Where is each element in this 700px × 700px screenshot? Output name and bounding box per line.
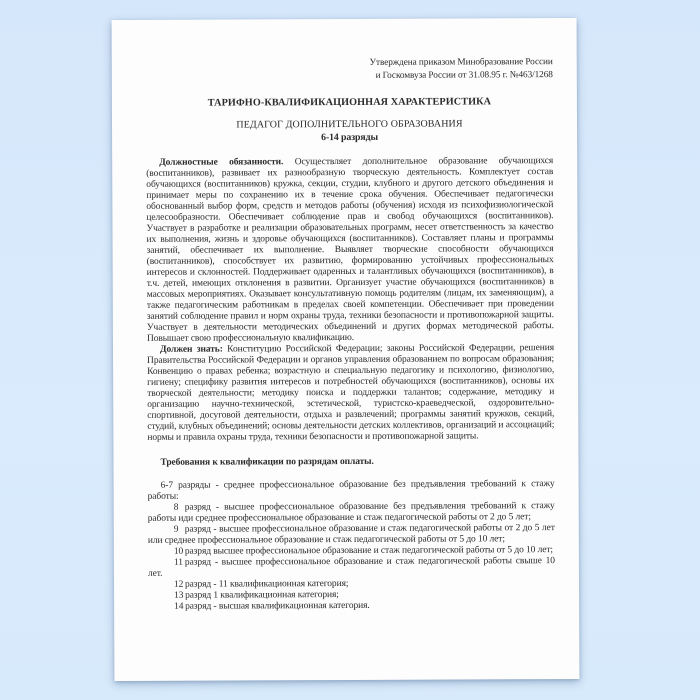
requirement-num: 11 [173,557,183,568]
requirement-num: 14 [174,601,184,612]
requirement-text: разряд - высшая квалификационная категория. [185,600,370,612]
grades-range: 6-14 разряды [321,131,379,144]
requirement-item-8 [148,501,555,525]
approval-line-1: Утверждена приказом Минобразование России [369,57,553,68]
requirement-text: разряд - 11 квалификационная категория; [185,578,349,590]
must-know-text: Конституцию Российской Федерации; законы Российской Федерации, решения Правительства Российской Федерации и органов управления образованием по вопросам образования; Конвенцию о правах ребенка; возрастную и специальную педагогику и психологию, физиологию, гигиену; специфику развития интересов и потребностей обучающихся (воспитанников), основы их творческой деятельности; методику поиска и поддержки талантов; содержание, методику и организацию научно-технической, эстетической, туристско-краеведческой, оздоровительно-спортивной, досуговой деятельности, отдыха и развлечений; программы занятий кружков, секций, студий, клубных объединений; основы деятельности детских коллективов, организаций и ассоциаций; нормы и правила охраны труда, техники безопасности и противопожарной защиты. [147,343,555,443]
requirements-list [148,479,556,613]
requirement-num: 8 [173,502,179,513]
document-content [146,56,555,613]
duties-text: Осуществляет дополнительное образование обучающихся (воспитанников), развивает их разнообразную творческую деятельность. Комплектует состав обучающихся (воспитанников) кружка, секции, студии, клубного и другого детского объединения и принимает меры по сохранению их в течение срока обучения. Обеспечивает педагогически обоснованный выбор форм, средств и методов работы (обучения) исходя из психофизиологической целесообразности. Обеспечивает соблюдение прав и свобод обучающихся (воспитанников). Участвует в разработке и реализации образовательных программ, несет ответственность за качество их выполнения, жизнь и здоровье обучающихся (воспитанников). Составляет планы и программы занятий, обеспечивает их выполнение. Выявляет творческие способности обучающихся (воспитанников), способствует их развитию, формированию устойчивых профессиональных интересов и склонностей. Поддерживает одаренных и талантливых обучающихся (воспитанников), в т.ч. детей, имеющих отклонения в развитии. Организует участие обучающихся (воспитанников) в массовых мероприятиях. Оказывает консультативную помощь родителям (лицам, их заменяющим), а также педагогическим работникам в пределах своей компетенции. Обеспечивает при проведении занятий соблюдение правил и норм охраны труда, техники безопасности и противопожарной защиты. Участвует в деятельности методических объединений и других формах методической работы. Повышает свою профессиональную квалификацию. [146,156,554,344]
requirement-item-11 [148,556,555,580]
document-subtitle: ПЕДАГОГ ДОПОЛНИТЕЛЬНОГО ОБРАЗОВАНИЯ [236,118,463,131]
requirement-item-6-7 [148,479,555,503]
must-know-paragraph [147,343,554,444]
qualification-heading: Требования к квалификации по разрядам оплаты. [160,456,374,468]
requirement-num: 12 [174,579,184,590]
requirement-text: разряд - высшее профессиональное образование и стаж педагогической работы от 2 до 5 лет или среднее профессиональное образование и стаж педагогической работы от 5 до 10 лет; [147,523,555,546]
approval-note [146,56,553,84]
requirement-num: 10 [173,546,184,557]
requirement-text: разряд 1 квалификационная категория; [185,590,339,601]
document-title: ТАРИФНО-КВАЛИФИКАЦИОННАЯ ХАРАКТЕРИСТИКА [207,96,492,109]
requirement-text: разряд - высшее профессиональное образование и стаж педагогической работы свыше 10 лет. [147,556,555,579]
duties-paragraph [146,156,554,345]
requirement-text: разряд высшее профессиональное образование и стаж педагогической работы от 5 до 10 лет; [184,545,553,557]
requirement-text: разряд - высшее профессиональное образование без предъявления требований к стажу работы иди среднее профессиональное образование и стаж педагогической работы от 2 до 5 лет; [147,501,555,524]
requirement-text: 6-7 разряды - среднее профессиональное образование без предъявления требований к стажу работы: [147,479,555,502]
duties-lead: Должностные обязанности. [159,157,284,168]
paper-page [112,18,580,681]
requirement-item-14 [148,600,555,613]
approval-line-2: и Госкомвуза России от 31.08.95 г. №463/1268 [375,70,553,81]
requirement-item-9 [148,523,555,547]
requirement-num: 13 [174,590,184,601]
requirement-num: 9 [173,524,179,535]
must-know-lead: Должен знать: [159,344,223,355]
